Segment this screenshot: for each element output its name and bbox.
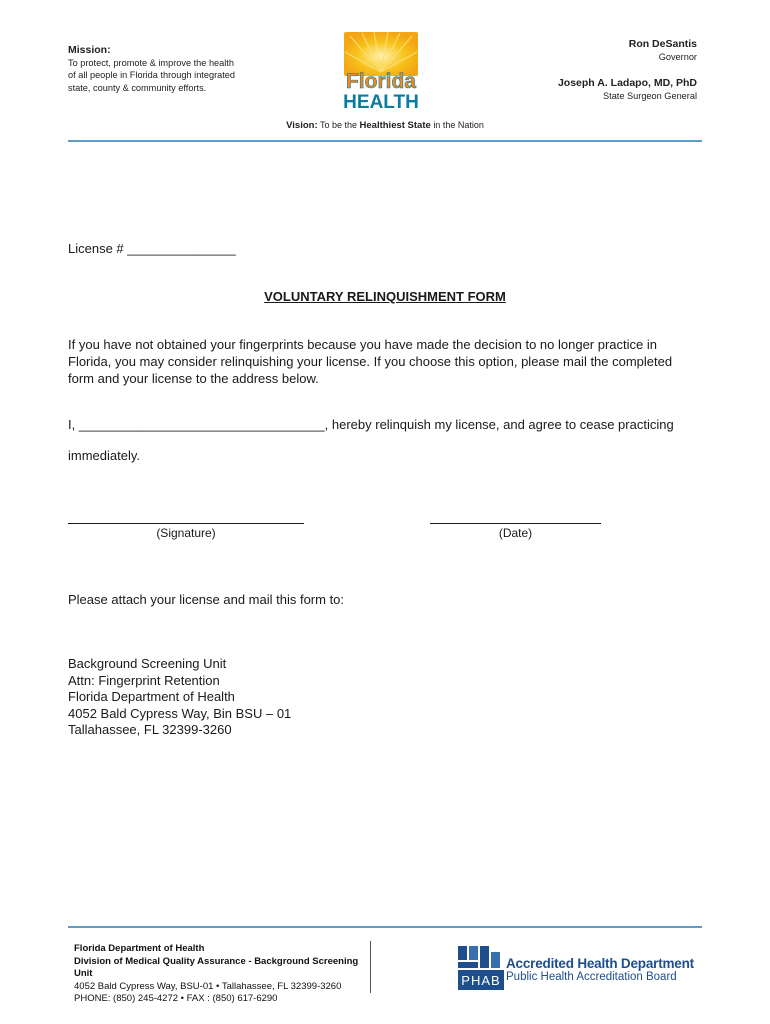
logo-word-florida: Florida	[345, 70, 417, 93]
surgeon-general-name: Joseph A. Ladapo, MD, PhD	[557, 77, 697, 89]
date-line[interactable]	[430, 523, 601, 524]
address-line: Florida Department of Health	[68, 689, 235, 704]
footer-phone: PHONE: (850) 245-4272 • FAX : (850) 617-6290	[74, 993, 278, 1004]
attach-instruction: Please attach your license and mail this form to:	[68, 592, 345, 607]
address-line: 4052 Bald Cypress Way, Bin BSU – 01	[68, 705, 292, 721]
mailing-address	[68, 656, 291, 739]
intro-paragraph: If you have not obtained your fingerprints because you have made the decision to no longer practice in Florida, you may consider relinquishing your license. If you choose this option, please mail the completed form and your license to the address below.	[68, 337, 673, 386]
accredited-title: Accredited Health Department	[506, 956, 694, 971]
name-relinquish-line[interactable]: I, __________________________________, hereby relinquish my license, and agree to cease practicing	[68, 417, 674, 432]
footer-divider	[68, 926, 702, 928]
mission-text: To protect, promote & improve the health of all people in Florida through integrated state, county & community efforts.	[68, 57, 236, 93]
header-divider	[68, 140, 702, 142]
governor-name: Ron DeSantis	[628, 38, 697, 50]
signature-line[interactable]	[68, 523, 304, 524]
vision-statement: Vision: To be the Healthiest State in the Nation	[286, 120, 484, 131]
immediately-text: immediately.	[68, 448, 141, 463]
signature-label: (Signature)	[156, 526, 216, 540]
form-title: VOLUNTARY RELINQUISHMENT FORM	[264, 289, 506, 304]
surgeon-general-title: State Surgeon General	[603, 91, 697, 101]
governor-title: Governor	[658, 52, 697, 62]
date-label: (Date)	[498, 526, 533, 540]
logo-word-health: HEALTH	[343, 92, 419, 112]
phab-letters: PHAB	[461, 973, 501, 988]
license-number-field[interactable]: License # _______________	[68, 241, 236, 256]
vision-label: Vision:	[286, 120, 318, 131]
address-line: Tallahassee, FL 32399-3260	[68, 722, 232, 737]
footer-division: Division of Medical Quality Assurance - Background Screening Unit	[74, 955, 359, 979]
footer-address: 4052 Bald Cypress Way, BSU-01 • Tallahassee, FL 32399-3260	[74, 980, 342, 992]
footer-contact	[74, 943, 374, 1006]
footer-dept: Florida Department of Health	[74, 943, 205, 954]
florida-health-logo	[342, 32, 420, 112]
mission-label: Mission	[68, 44, 108, 56]
mission-statement: Mission: To protect, promote & improve the health of all people in Florida through integrated state, county & community efforts.	[68, 44, 236, 93]
accreditation-board: Public Health Accreditation Board	[506, 971, 677, 983]
address-line: Attn: Fingerprint Retention	[68, 672, 220, 688]
address-line: Background Screening Unit	[68, 656, 227, 671]
footer-vertical-divider	[370, 941, 371, 993]
officials-block	[558, 38, 697, 103]
